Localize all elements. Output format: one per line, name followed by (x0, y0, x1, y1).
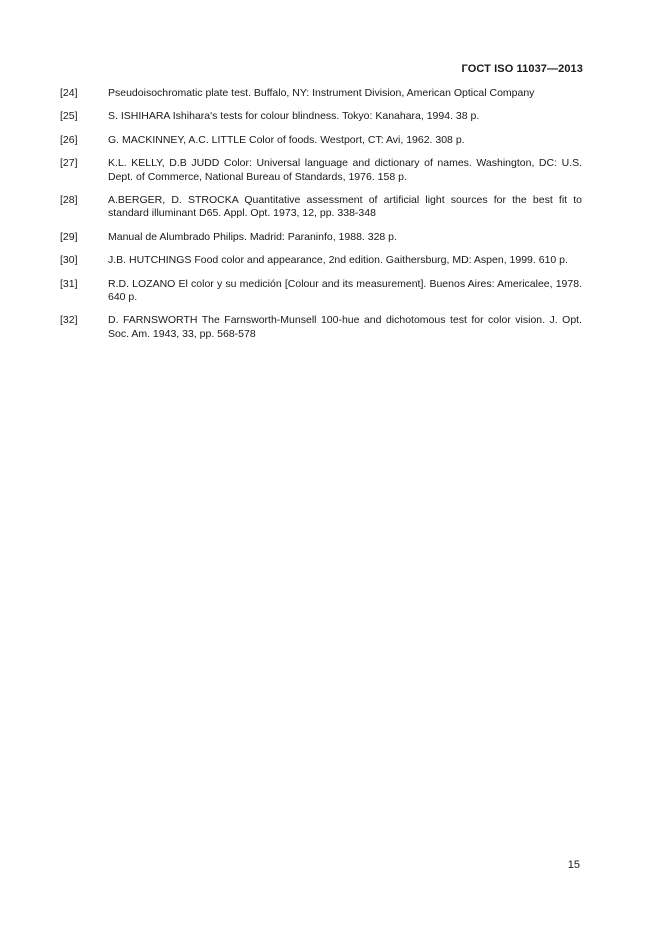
reference-item (60, 194, 582, 221)
reference-number: [27] (60, 157, 78, 170)
reference-number: [28] (60, 194, 78, 207)
reference-item (60, 110, 582, 123)
reference-item (60, 157, 582, 184)
reference-list (60, 87, 582, 351)
reference-item (60, 87, 582, 100)
reference-text: S. ISHIHARA Ishihara's tests for colour blindness. Tokyo: Kanahara, 1994. 38 p. (108, 110, 480, 123)
standard-designation: ГОСТ ISO 11037—2013 (461, 63, 583, 75)
reference-number: [26] (60, 133, 78, 146)
reference-item (60, 314, 582, 341)
reference-item (60, 134, 582, 147)
reference-number: [32] (60, 314, 78, 327)
reference-number: [24] (60, 87, 78, 99)
reference-number: [31] (60, 277, 78, 290)
reference-text: R.D. LOZANO El color y su medición [Colour and its measurement]. Buenos Aires: Americalee, 1978. 640 p. (108, 277, 582, 304)
reference-item (60, 254, 582, 267)
reference-item (60, 231, 582, 244)
reference-number: [25] (60, 110, 78, 123)
reference-number: [30] (60, 254, 78, 267)
reference-text: Pseudoisochromatic plate test. Buffalo, NY: Instrument Division, American Optical Company (108, 87, 535, 99)
reference-text: Manual de Alumbrado Philips. Madrid: Paraninfo, 1988. 328 p. (108, 230, 397, 243)
page-number: 15 (567, 859, 580, 871)
reference-number: [29] (60, 230, 78, 243)
reference-text: A.BERGER, D. STROCKA Quantitative assessment of artificial light sources for the best fit to standard illuminant D65. Appl. Opt. 1973, 12, pp. 338-348 (108, 194, 582, 220)
reference-text: G. MACKINNEY, A.C. LITTLE Color of foods. Westport, CT: Avi, 1962. 308 p. (108, 133, 465, 146)
reference-item (60, 278, 582, 305)
reference-text: J.B. HUTCHINGS Food color and appearance, 2nd edition. Gaithersburg, MD: Aspen, 1999. 610 p. (108, 254, 568, 267)
reference-text: D. FARNSWORTH The Farnsworth-Munsell 100-hue and dichotomous test for color vision. J. Opt. Soc. Am. 1943, 33, pp. 568-578 (108, 314, 582, 340)
reference-text: K.L. KELLY, D.B JUDD Color: Universal language and dictionary of names. Washington, DC: U.S. Dept. of Commerce, National Bureau of Standards, 1976. 158 p. (108, 157, 582, 183)
